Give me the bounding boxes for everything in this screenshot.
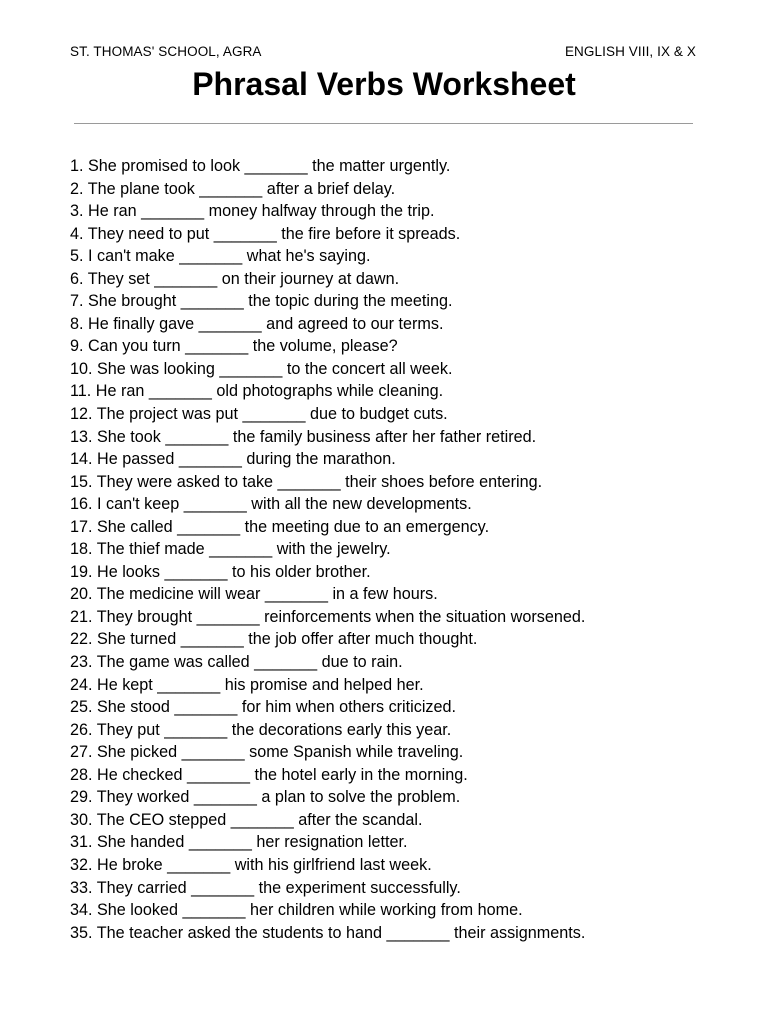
question-item: 25. She stood _______ for him when others criticized. [70,698,457,717]
class-info: ENGLISH VIII, IX & X [564,43,696,59]
question-item: 8. He finally gave _______ and agreed to our terms. [70,314,444,333]
question-item: 13. She took _______ the family business after her father retired. [70,427,537,446]
question-item: 21. They brought _______ reinforcements when the situation worsened. [70,607,586,626]
question-item: 28. He checked _______ the hotel early in the morning. [70,765,468,784]
question-item: 7. She brought _______ the topic during the meeting. [70,292,453,311]
question-item: 2. The plane took _______ after a brief delay. [70,179,396,198]
question-item: 14. He passed _______ during the marathon. [70,450,396,469]
question-item: 33. They carried _______ the experiment successfully. [70,878,461,897]
question-item: 23. The game was called _______ due to rain. [70,653,403,672]
question-item: 32. He broke _______ with his girlfriend last week. [70,855,432,874]
question-item: 19. He looks _______ to his older brother. [70,562,371,581]
question-item: 31. She handed _______ her resignation letter. [70,833,408,852]
question-item: 27. She picked _______ some Spanish while traveling. [70,743,464,762]
school-name: ST. THOMAS' SCHOOL, AGRA [70,43,262,59]
question-item: 22. She turned _______ the job offer after much thought. [70,630,478,649]
question-item: 3. He ran _______ money halfway through the trip. [70,202,435,221]
question-item: 20. The medicine will wear _______ in a few hours. [70,585,438,604]
question-item: 29. They worked _______ a plan to solve the problem. [70,788,461,807]
question-item: 24. He kept _______ his promise and helped her. [70,675,424,694]
question-item: 1. She promised to look _______ the matter urgently. [70,157,451,175]
question-item: 26. They put _______ the decorations early this year. [70,720,452,739]
question-item: 10. She was looking _______ to the concert all week. [70,359,453,378]
header [70,42,696,60]
question-item: 9. Can you turn _______ the volume, please? [70,337,398,356]
question-item: 4. They need to put _______ the fire before it spreads. [70,224,461,243]
question-item: 35. The teacher asked the students to hand _______ their assignments. [70,923,586,942]
question-item: 6. They set _______ on their journey at dawn. [70,269,400,288]
question-item: 5. I can't make _______ what he's saying. [70,247,371,266]
question-item: 16. I can't keep _______ with all the new developments. [70,495,472,514]
question-item: 12. The project was put _______ due to budget cuts. [70,405,448,424]
question-item: 30. The CEO stepped _______ after the scandal. [70,810,423,829]
question-item: 11. He ran _______ old photographs while cleaning. [70,382,444,401]
worksheet-title: Phrasal Verbs Worksheet [192,66,576,102]
question-item: 18. The thief made _______ with the jewelry. [70,540,391,559]
question-list [70,155,710,944]
title-divider [74,123,693,124]
question-item: 15. They were asked to take _______ their shoes before entering. [70,472,543,491]
question-item: 34. She looked _______ her children while working from home. [70,901,523,920]
question-item: 17. She called _______ the meeting due to an emergency. [70,517,490,536]
